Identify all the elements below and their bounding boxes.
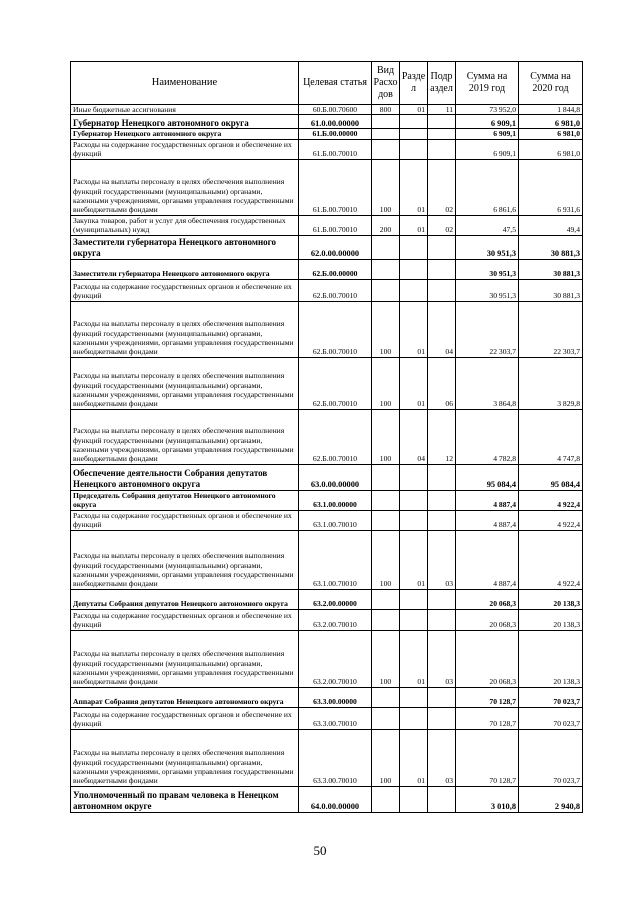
cell-section: 04 [400,409,428,464]
cell-section [400,279,428,301]
cell-code: 61.0.00.00000 [299,115,372,129]
cell-subsection [428,464,456,490]
cell-name: Губернатор Ненецкого автономного округа [71,129,299,139]
cell-sum-2020: 2 940,8 [519,786,583,812]
cell-name: Председатель Собрания депутатов Ненецкого автономного округа [71,490,299,510]
cell-name: Аппарат Собрания депутатов Ненецкого автономного округа [71,687,299,707]
cell-code: 63.1.00.70010 [299,510,372,530]
cell-type: 200 [372,215,400,235]
cell-type [372,786,400,812]
cell-sum-2019: 6 861,6 [456,159,519,215]
table-row [71,129,583,139]
header-type: Вид Расхо дов [372,62,400,105]
cell-code: 62.Б.00.70010 [299,279,372,301]
cell-code: 61.Б.00.70010 [299,159,372,215]
cell-type [372,235,400,259]
cell-type: 800 [372,105,400,115]
cell-section [400,609,428,630]
cell-sum-2020: 3 829,8 [519,357,583,409]
table-row [71,115,583,129]
cell-code: 63.2.00.70010 [299,609,372,630]
cell-name: Обеспечение деятельности Собрания депутатов Ненецкого автономного округа [71,464,299,490]
cell-section [400,139,428,159]
table-row [71,301,583,357]
cell-section [400,490,428,510]
table-row [71,630,583,687]
cell-name: Заместители губернатора Ненецкого автономного округа [71,235,299,259]
cell-section: 01 [400,357,428,409]
cell-sum-2019: 47,5 [456,215,519,235]
cell-type [372,464,400,490]
cell-subsection: 02 [428,215,456,235]
header-name: Наименование [71,62,299,105]
cell-code: 63.1.00.00000 [299,490,372,510]
cell-sum-2020: 70 023,7 [519,687,583,707]
cell-subsection [428,589,456,609]
cell-sum-2020: 4 747,8 [519,409,583,464]
cell-sum-2019: 4 782,8 [456,409,519,464]
cell-type [372,687,400,707]
cell-subsection: 03 [428,729,456,786]
cell-subsection [428,115,456,129]
cell-sum-2019: 30 951,3 [456,235,519,259]
cell-sum-2020: 49,4 [519,215,583,235]
cell-section: 01 [400,159,428,215]
cell-type: 100 [372,159,400,215]
cell-section: 01 [400,301,428,357]
cell-code: 62.Б.00.70010 [299,357,372,409]
cell-sum-2020: 6 931,6 [519,159,583,215]
cell-name: Расходы на содержание государственных органов и обеспечение их функций [71,139,299,159]
header-sum-2020: Сумма на 2020 год [519,62,583,105]
cell-sum-2020: 1 844,8 [519,105,583,115]
cell-sum-2019: 6 909,1 [456,129,519,139]
table-row [71,235,583,259]
header-code: Целевая статья [299,62,372,105]
cell-sum-2019: 22 303,7 [456,301,519,357]
cell-subsection: 11 [428,105,456,115]
cell-sum-2020: 30 881,3 [519,279,583,301]
cell-section [400,687,428,707]
cell-name: Расходы на выплаты персоналу в целях обеспечения выполнения функций государственными (муниципальными) органами, казенными учреждениями, органами управления государственными внебюджетными фондами [71,301,299,357]
cell-sum-2020: 6 981,0 [519,115,583,129]
cell-name: Расходы на выплаты персоналу в целях обеспечения выполнения функций государственными (муниципальными) органами, казенными учреждениями, органами управления государственными внебюджетными фондами [71,409,299,464]
cell-code: 63.0.00.00000 [299,464,372,490]
header-sum-2019: Сумма на 2019 год [456,62,519,105]
cell-sum-2020: 6 981,0 [519,139,583,159]
cell-sum-2019: 6 909,1 [456,139,519,159]
cell-code: 61.Б.00.70010 [299,139,372,159]
cell-sum-2020: 70 023,7 [519,729,583,786]
cell-type [372,490,400,510]
cell-sum-2019: 95 084,4 [456,464,519,490]
table-row [71,729,583,786]
cell-code: 62.0.00.00000 [299,235,372,259]
cell-section: 01 [400,630,428,687]
cell-sum-2019: 30 951,3 [456,279,519,301]
cell-name: Уполномоченный по правам человека в Ненецком автономном округе [71,786,299,812]
cell-sum-2019: 3 864,8 [456,357,519,409]
cell-type [372,115,400,129]
cell-sum-2019: 4 887,4 [456,510,519,530]
table-row [71,105,583,115]
cell-code: 62.Б.00.00000 [299,259,372,279]
cell-type: 100 [372,357,400,409]
cell-name: Расходы на выплаты персоналу в целях обеспечения выполнения функций государственными (муниципальными) органами, казенными учреждениями, органами управления государственными внебюджетными фондами [71,530,299,589]
budget-table [70,61,583,813]
cell-section: 01 [400,530,428,589]
cell-type: 100 [372,530,400,589]
cell-code: 63.3.00.70010 [299,707,372,729]
cell-sum-2020: 4 922,4 [519,510,583,530]
cell-subsection: 06 [428,357,456,409]
cell-code: 60.Б.00.70600 [299,105,372,115]
cell-type [372,139,400,159]
cell-sum-2020: 30 881,3 [519,235,583,259]
cell-code: 62.Б.00.70010 [299,301,372,357]
cell-code: 61.Б.00.70010 [299,215,372,235]
header-section: Разде л [400,62,428,105]
cell-subsection [428,139,456,159]
cell-subsection: 03 [428,630,456,687]
cell-type [372,129,400,139]
cell-subsection: 03 [428,530,456,589]
cell-section [400,464,428,490]
cell-sum-2020: 6 981,0 [519,129,583,139]
header-subsection: Подр аздел [428,62,456,105]
budget-table-sheet [70,61,582,813]
cell-subsection: 12 [428,409,456,464]
cell-section [400,510,428,530]
cell-sum-2020: 20 138,3 [519,609,583,630]
cell-type [372,609,400,630]
table-row [71,510,583,530]
cell-name: Заместители губернатора Ненецкого автономного округа [71,259,299,279]
cell-sum-2020: 70 023,7 [519,707,583,729]
cell-section [400,589,428,609]
cell-name: Расходы на выплаты персоналу в целях обеспечения выполнения функций государственными (муниципальными) органами, казенными учреждениями, органами управления государственными внебюджетными фондами [71,159,299,215]
cell-sum-2019: 70 128,7 [456,707,519,729]
cell-section: 01 [400,215,428,235]
cell-name: Расходы на содержание государственных органов и обеспечение их функций [71,279,299,301]
cell-sum-2020: 22 303,7 [519,301,583,357]
table-row [71,215,583,235]
cell-type [372,589,400,609]
cell-name: Расходы на выплаты персоналу в целях обеспечения выполнения функций государственными (муниципальными) органами, казенными учреждениями, органами управления государственными внебюджетными фондами [71,630,299,687]
cell-section [400,235,428,259]
cell-subsection [428,687,456,707]
cell-type [372,279,400,301]
cell-code: 61.Б.00.00000 [299,129,372,139]
cell-sum-2019: 30 951,3 [456,259,519,279]
cell-name: Расходы на содержание государственных органов и обеспечение их функций [71,510,299,530]
table-row [71,707,583,729]
cell-sum-2019: 70 128,7 [456,729,519,786]
cell-subsection: 02 [428,159,456,215]
cell-sum-2019: 3 010,8 [456,786,519,812]
cell-sum-2019: 4 887,4 [456,530,519,589]
table-row [71,687,583,707]
cell-type: 100 [372,409,400,464]
cell-name: Расходы на содержание государственных органов и обеспечение их функций [71,609,299,630]
cell-subsection [428,279,456,301]
cell-sum-2019: 70 128,7 [456,687,519,707]
table-row [71,279,583,301]
cell-section [400,259,428,279]
cell-name: Закупка товаров, работ и услуг для обеспечения государственных (муниципальных) нужд [71,215,299,235]
cell-code: 63.1.00.70010 [299,530,372,589]
cell-name: Губернатор Ненецкого автономного округа [71,115,299,129]
cell-section [400,707,428,729]
table-row [71,259,583,279]
cell-sum-2019: 20 068,3 [456,630,519,687]
cell-section [400,786,428,812]
cell-section [400,129,428,139]
table-row [71,490,583,510]
cell-subsection [428,490,456,510]
table-row [71,159,583,215]
cell-subsection: 04 [428,301,456,357]
cell-sum-2020: 4 922,4 [519,530,583,589]
cell-subsection [428,707,456,729]
table-row [71,464,583,490]
cell-sum-2020: 30 881,3 [519,259,583,279]
cell-section: 01 [400,105,428,115]
cell-sum-2020: 95 084,4 [519,464,583,490]
cell-name: Депутаты Собрания депутатов Ненецкого автономного округа [71,589,299,609]
cell-type: 100 [372,729,400,786]
cell-name: Расходы на выплаты персоналу в целях обеспечения выполнения функций государственными (муниципальными) органами, казенными учреждениями, органами управления государственными внебюджетными фондами [71,357,299,409]
cell-name: Расходы на выплаты персоналу в целях обеспечения выполнения функций государственными (муниципальными) органами, казенными учреждениями, органами управления государственными внебюджетными фондами [71,729,299,786]
table-header-row [71,62,583,105]
cell-section [400,115,428,129]
cell-type [372,707,400,729]
cell-code: 63.2.00.00000 [299,589,372,609]
table-row [71,357,583,409]
cell-subsection [428,235,456,259]
cell-name: Иные бюджетные ассигнования [71,105,299,115]
page-number: 50 [313,843,327,858]
cell-sum-2020: 20 138,3 [519,589,583,609]
cell-code: 62.Б.00.70010 [299,409,372,464]
table-row [71,409,583,464]
cell-code: 63.3.00.00000 [299,687,372,707]
cell-type [372,259,400,279]
table-row [71,530,583,589]
table-row [71,609,583,630]
cell-sum-2019: 6 909,1 [456,115,519,129]
cell-type: 100 [372,630,400,687]
cell-section: 01 [400,729,428,786]
table-row [71,786,583,812]
cell-sum-2019: 20 068,3 [456,609,519,630]
cell-subsection [428,609,456,630]
cell-sum-2019: 20 068,3 [456,589,519,609]
cell-code: 63.2.00.70010 [299,630,372,687]
table-row [71,139,583,159]
cell-name: Расходы на содержание государственных органов и обеспечение их функций [71,707,299,729]
table-row [71,589,583,609]
cell-subsection [428,786,456,812]
cell-type [372,510,400,530]
cell-subsection [428,510,456,530]
cell-sum-2020: 4 922,4 [519,490,583,510]
cell-code: 63.3.00.70010 [299,729,372,786]
cell-sum-2020: 20 138,3 [519,630,583,687]
cell-sum-2019: 73 952,0 [456,105,519,115]
cell-type: 100 [372,301,400,357]
cell-sum-2019: 4 887,4 [456,490,519,510]
cell-subsection [428,129,456,139]
cell-code: 64.0.00.00000 [299,786,372,812]
cell-subsection [428,259,456,279]
